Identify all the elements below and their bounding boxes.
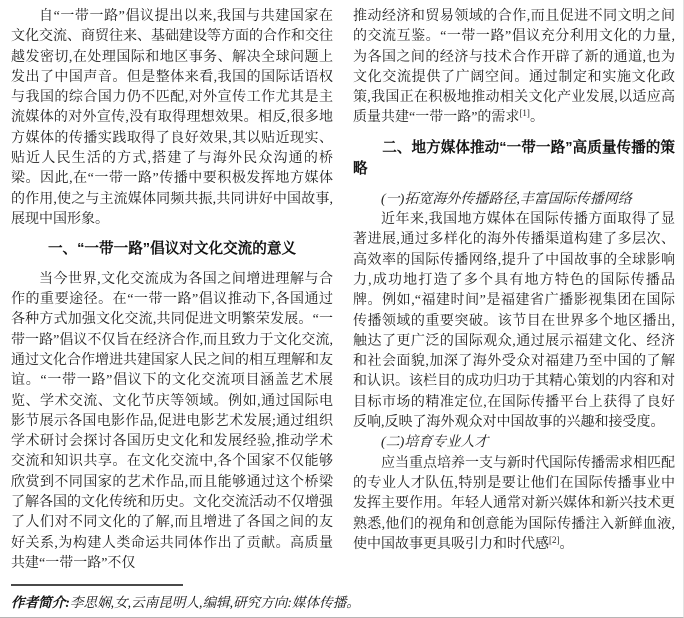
citation-ref-1: [1] [519,108,530,119]
sentence-end: 。 [529,110,544,126]
talent-paragraph [353,454,675,555]
section-heading-1: 一、“一带一路”倡议对文化交流的意义 [47,241,297,258]
left-column [11,7,333,574]
author-bio-label: 作者简介: [11,595,70,610]
media-progress-paragraph: 近年来,我国地方媒体在国际传播方面取得了显著进展,通过多样化的海外传播渠道构建了多层次、高效率的国际传播网络,提升了中国故事的全球影响力,成功地打造了多个具有地方特色的国际传播品牌。例如,“福建时间”是福建省广播影视集团在国际传播领域的重要突破。该节目在世界多个地区播出,触达了更广泛的国际观众,通过展示福建文化、经济和社会面貌,加深了海外受众对福建乃至中国的了解和认识。该栏目的成功归功于其精心策划的内容和对目标市场的精准定位,在国际传播平台上获得了良好反响,反映了海外观众对中国故事的兴趣和接受度。 [353,212,675,431]
author-bio-footnote [11,584,672,612]
culture-exchange-paragraph: 当今世界,文化交流成为各国之间增进理解与合作的重要途径。在“一带一路”倡议推动下,各国通过各种方式加强文化交流,共同促进文明繁荣发展。“一带一路”倡议不仅旨在经济合作,而且致力于文化交流,通过文化合作增进共建国家人民之间的相互理解和友谊。“一带一路”倡议下的文化交流项目涵盖艺术展览、学术交流、文化节庆等领域。例如,通过国际电影节展示各国电影作品,促进电影艺术发展;通过组织学术研讨会探讨各国历史文化和发展经验,推动学术交流和知识共享。在文化交流中,各个国家不仅能够欣赏到不同国家的艺术作品,而且能够通过这个桥梁了解各国的文化传统和历史。文化交流活动不仅增强了人们对不同文化的了解,而且增进了各国之间的友好关系,为构建人类命运共同体作出了贡献。高质量共建“一带一路”不仅 [11,271,333,571]
sentence-end: 。 [559,536,574,552]
paragraph-text: 应当重点培养一支与新时代国际传播需求相匹配的专业人才队伍,特别是要让他们在国际传播事业中发挥主要作用。年轻人通常对新兴媒体和新兴技术更熟悉,他们的视角和创意能为国际传播注入新鲜血液,使中国故事更具吸引力和时代感 [353,455,675,552]
intro-paragraph: 自“一带一路”倡议提出以来,我国与共建国家在文化交流、商贸往来、基础建设等方面的合作和交往越发密切,在处理国际和地区事务、解决全球问题上发出了中国声音。但是整体来看,我国的国际话语权与我国的综合国力仍不匹配,对外宣传工作尤其是主流媒体的对外宣传,没有取得理想效果。相反,很多地方媒体的传播实践取得了良好效果,其以贴近现实、贴近人民生活的方式,搭建了与海外民众沟通的桥梁。因此,在“一带一路”传播中要积极发挥地方媒体的作用,使之与主流媒体同频共振,共同讲好中国故事,展现中国形象。 [11,9,333,227]
right-column [353,7,675,574]
paragraph-text: 推动经济和贸易领域的合作,而且促进不同文明之间的交流互鉴。“一带一路”倡议充分利用文化的力量,为各国之间的经济与技术合作开辟了新的通道,也为文化交流提供了广阔空间。通过制定和实施文化政策,我国正在积极地推动相关文化产业发展,以适应高质量共建“一带一路”的需求 [353,9,675,126]
section-heading-2: 二、地方媒体推动“一带一路”高质量传播的策略 [353,139,675,178]
author-bio-text [11,594,672,612]
subsection-heading-1: (一)拓宽海外传播路径,丰富国际传播网络 [381,191,632,207]
author-bio-value: 李思娴,女,云南昆明人,编辑,研究方向:媒体传播。 [69,595,360,610]
footnote-divider [11,584,183,586]
citation-ref-2: [2] [549,534,560,545]
continued-paragraph [353,7,675,129]
subsection-heading-2: (二)培育专业人才 [381,435,489,451]
